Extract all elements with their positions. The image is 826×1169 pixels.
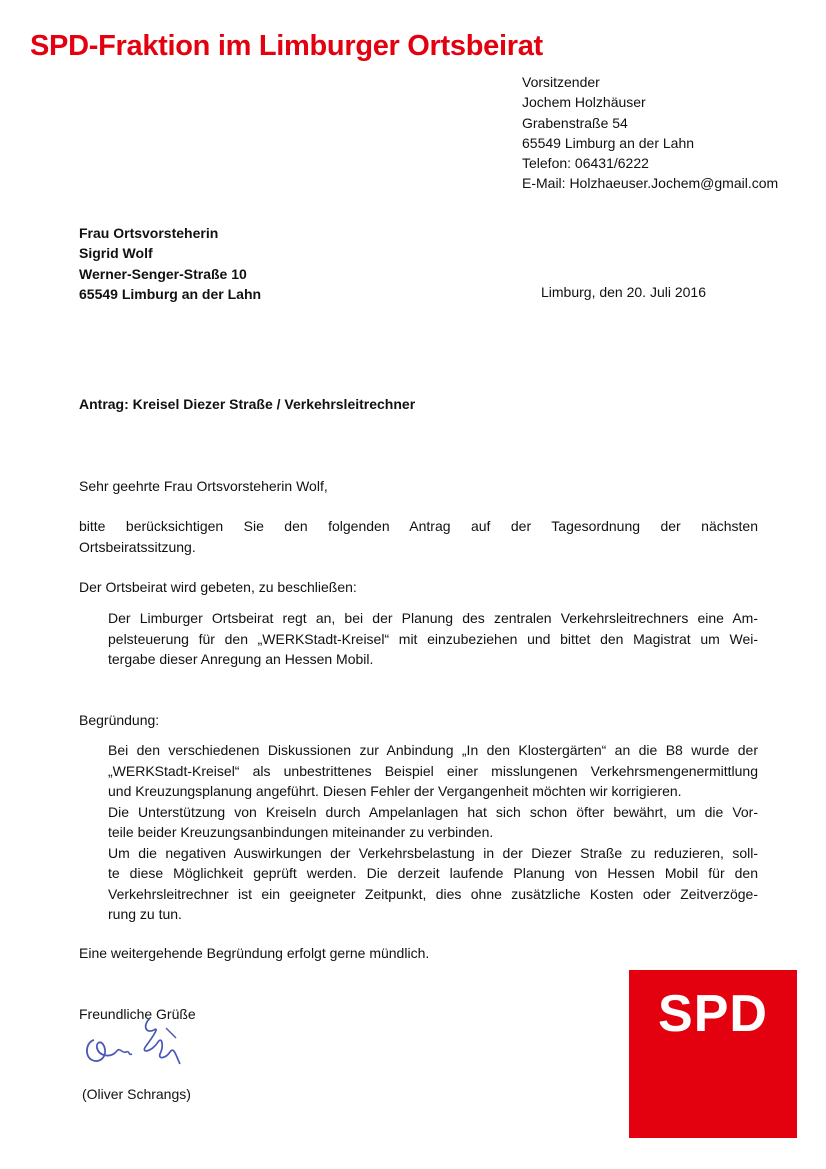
handwritten-signature [80,1012,200,1072]
reasoning-line: Die Unterstützung von Kreiseln durch Ampelanlagen hat sich schon öfter bewährt, um die Vor- [108,803,758,820]
sender-name: Jochem Holzhäuser [522,94,646,111]
reasoning-line: und Kreuzungsplanung angeführt. Diesen Fehler der Vergangenheit möchten wir korrigieren. [108,783,682,799]
recipient-address-block [79,223,261,304]
sender-address-block [522,72,778,194]
reasoning-text [108,740,758,925]
spd-logo-text: SPD [658,985,768,1043]
reasoning-label [79,710,758,731]
further-note-text: Eine weitergehende Begründung erfolgt gerne mündlich. [79,945,430,961]
reasoning-line: „WERKStadt-Kreisel“ als unbestrittenes Beispiel einer misslungenen Verkehrsmengenermittlung [108,762,758,779]
sender-email: E-Mail: Holzhaeuser.Jochem@gmail.com [522,175,779,192]
reasoning-label-text: Begründung: [79,712,160,728]
intro-line: Ortsbeiratssitzung. [79,538,196,555]
reasoning-line: te diese Möglichkeit geprüft werden. Die derzeit laufende Planung von Hessen Mobil für den [108,865,758,881]
signer-name: (Oliver Schrangs) [82,1086,191,1102]
recipient-street: Werner-Senger-Straße 10 [79,265,247,282]
sender-role: Vorsitzender [522,74,600,90]
intro-paragraph [79,516,758,557]
salutation: Sehr geehrte Frau Ortsvorsteherin Wolf, [79,478,328,494]
party-title: SPD-Fraktion im Limburger Ortsbeirat [30,30,543,62]
reasoning-line: Bei den verschiedenen Diskussionen zur Anbindung „In den Klostergärten“ an die B8 wurde der [108,742,758,758]
recipient-city: 65549 Limburg an der Lahn [79,285,262,302]
resolution-line: pelsteuerung für den „WERKStadt-Kreisel“ mit einzubeziehen und bittet den Magistrat um Wei- [108,630,758,647]
reasoning-line: rung zu tun. [108,906,182,922]
resolution-label-text: Der Ortsbeirat wird gebeten, zu beschließen: [79,579,357,595]
resolution-line: Der Limburger Ortsbeirat regt an, bei der Planung des zentralen Verkehrsleitrechners eine Am- [108,610,758,626]
resolution-line: tergabe dieser Anregung an Hessen Mobil. [108,651,374,667]
resolution-text [108,608,758,670]
reasoning-line: Um die negativen Auswirkungen der Verkehrsbelastung in der Diezer Straße zu reduzieren, soll- [108,844,758,861]
sender-street: Grabenstraße 54 [522,114,628,131]
intro-line: bitte berücksichtigen Sie den folgenden Antrag auf der Tagesordnung der nächsten [79,518,758,534]
resolution-label [79,577,758,598]
closing-text: Freundliche Grüße [79,1006,196,1022]
reasoning-line: Verkehrsleitrechner ist ein geeigneter Zeitpunkt, dies ohne zusätzliche Kosten oder Zeitverzöge- [108,885,758,902]
letter-date: Limburg, den 20. Juli 2016 [541,284,706,300]
sender-city: 65549 Limburg an der Lahn [522,134,695,151]
sender-phone: Telefon: 06431/6222 [522,155,649,172]
further-note [79,943,758,964]
recipient-title: Frau Ortsvorsteherin [79,225,219,241]
reasoning-line: teile beider Kreuzungsanbindungen miteinander zu verbinden. [108,824,494,840]
recipient-name: Sigrid Wolf [79,245,153,262]
letter-subject: Antrag: Kreisel Diezer Straße / Verkehrsleitrechner [79,396,416,412]
spd-logo [629,970,797,1138]
